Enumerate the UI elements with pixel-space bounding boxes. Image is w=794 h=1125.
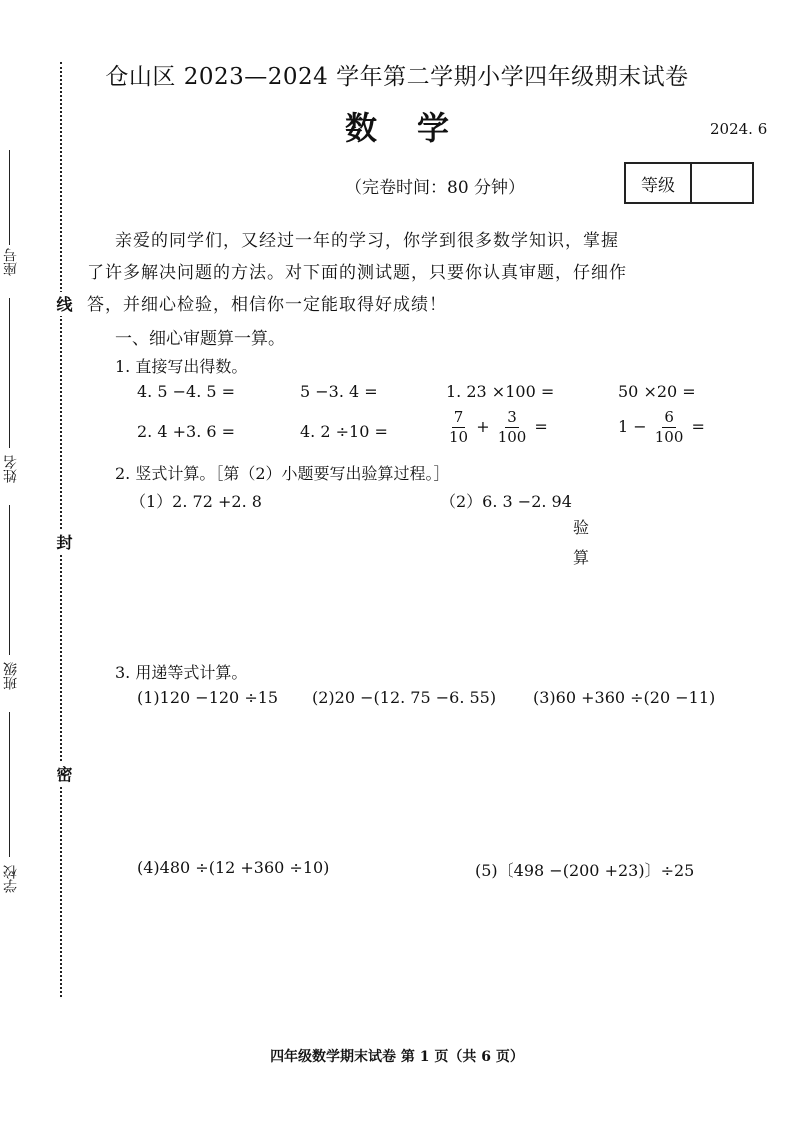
- fraction-calc-item: [446, 410, 548, 445]
- fraction: [447, 410, 470, 445]
- class-blank[interactable]: [9, 505, 10, 655]
- section-heading: 一、细心审题算一算。: [115, 329, 285, 349]
- seal-word-seal: 封: [52, 530, 75, 554]
- oral-calc-item: 2. 4 +3. 6 =: [137, 422, 236, 441]
- intro-line: 了许多解决问题的方法。对下面的测试题，只要你认真审题，仔细作: [87, 263, 627, 283]
- grade-box: [624, 162, 754, 204]
- oral-calc-item: 1. 23 ×100 =: [446, 382, 555, 401]
- intro-paragraph: [87, 225, 755, 321]
- fraction-denominator: 100: [654, 428, 684, 446]
- fraction-denominator: 10: [449, 428, 469, 446]
- equals-sign: =: [691, 417, 705, 436]
- seal-word-line: 线: [52, 292, 75, 316]
- check-label-char: 算: [573, 548, 590, 567]
- stepwise-calc-item: (1)120 −120 ÷15: [137, 688, 279, 707]
- oral-calc-item: 5 −3. 4 =: [300, 382, 378, 401]
- grade-label: 等级: [626, 164, 692, 202]
- answer-area-2-2[interactable]: [440, 515, 565, 645]
- name-label: 姓名: [3, 455, 19, 483]
- stepwise-calc-item: (5)〔498 −(200 +23)〕÷25: [475, 861, 695, 880]
- fraction-calc-item: [618, 410, 705, 445]
- vertical-calc-item: （1）2. 72 +2. 8: [130, 492, 262, 511]
- stepwise-calc-item: (2)20 −(12. 75 −6. 55): [312, 688, 497, 707]
- intro-line: 答，并细心检验，相信你一定能取得好成绩！: [87, 295, 447, 315]
- question-1-title: 1. 直接写出得数。: [115, 357, 248, 376]
- minuend: 1 −: [618, 417, 647, 436]
- oral-calc-item: 4. 2 ÷10 =: [300, 422, 388, 441]
- school-blank[interactable]: [9, 712, 10, 857]
- equals-sign: =: [534, 417, 548, 436]
- exam-duration: （完卷时间：80 分钟）: [345, 178, 526, 198]
- stepwise-calc-item: (4)480 ÷(12 +360 ÷10): [137, 858, 330, 877]
- class-label: 班级: [3, 662, 19, 690]
- exam-title: 仓山区 2023—2024 学年第二学期小学四年级期末试卷: [105, 64, 689, 90]
- fraction: [653, 410, 686, 445]
- fraction-numerator: 7: [453, 408, 464, 426]
- grade-blank-cell[interactable]: [692, 164, 752, 202]
- seat-number-blank[interactable]: [9, 150, 10, 245]
- fraction: [496, 410, 529, 445]
- vertical-calc-item: （2）6. 3 −2. 94: [440, 492, 572, 511]
- fraction-numerator: 3: [507, 408, 517, 426]
- intro-line: 亲爱的同学们，又经过一年的学习，你学到很多数学知识，掌握: [115, 231, 619, 251]
- fraction-numerator: 6: [664, 408, 674, 426]
- subject-title: 数学: [344, 109, 489, 147]
- answer-area-3-row2[interactable]: [130, 885, 760, 1025]
- question-2-title: 2. 竖式计算。［第（2）小题要写出验算过程。］: [115, 464, 450, 483]
- exam-date: 2024. 6: [710, 120, 768, 138]
- plus-operator: +: [476, 417, 490, 436]
- answer-area-3-row1[interactable]: [130, 715, 760, 845]
- check-label-char: 验: [573, 518, 590, 537]
- name-blank[interactable]: [9, 298, 10, 448]
- school-label: 学校: [3, 865, 19, 893]
- seat-number-label: 座号: [3, 248, 19, 276]
- oral-calc-item: 4. 5 −4. 5 =: [137, 382, 236, 401]
- question-3-title: 3. 用递等式计算。: [115, 663, 248, 682]
- page-footer: 四年级数学期末试卷 第 1 页（共 6 页）: [270, 1049, 524, 1065]
- seal-word-secret: 密: [52, 762, 75, 786]
- oral-calc-item: 50 ×20 =: [618, 382, 696, 401]
- answer-area-2-1[interactable]: [130, 515, 430, 645]
- check-label: [573, 513, 589, 573]
- stepwise-calc-item: (3)60 +360 ÷(20 −11): [533, 688, 716, 707]
- fraction-denominator: 100: [497, 428, 527, 446]
